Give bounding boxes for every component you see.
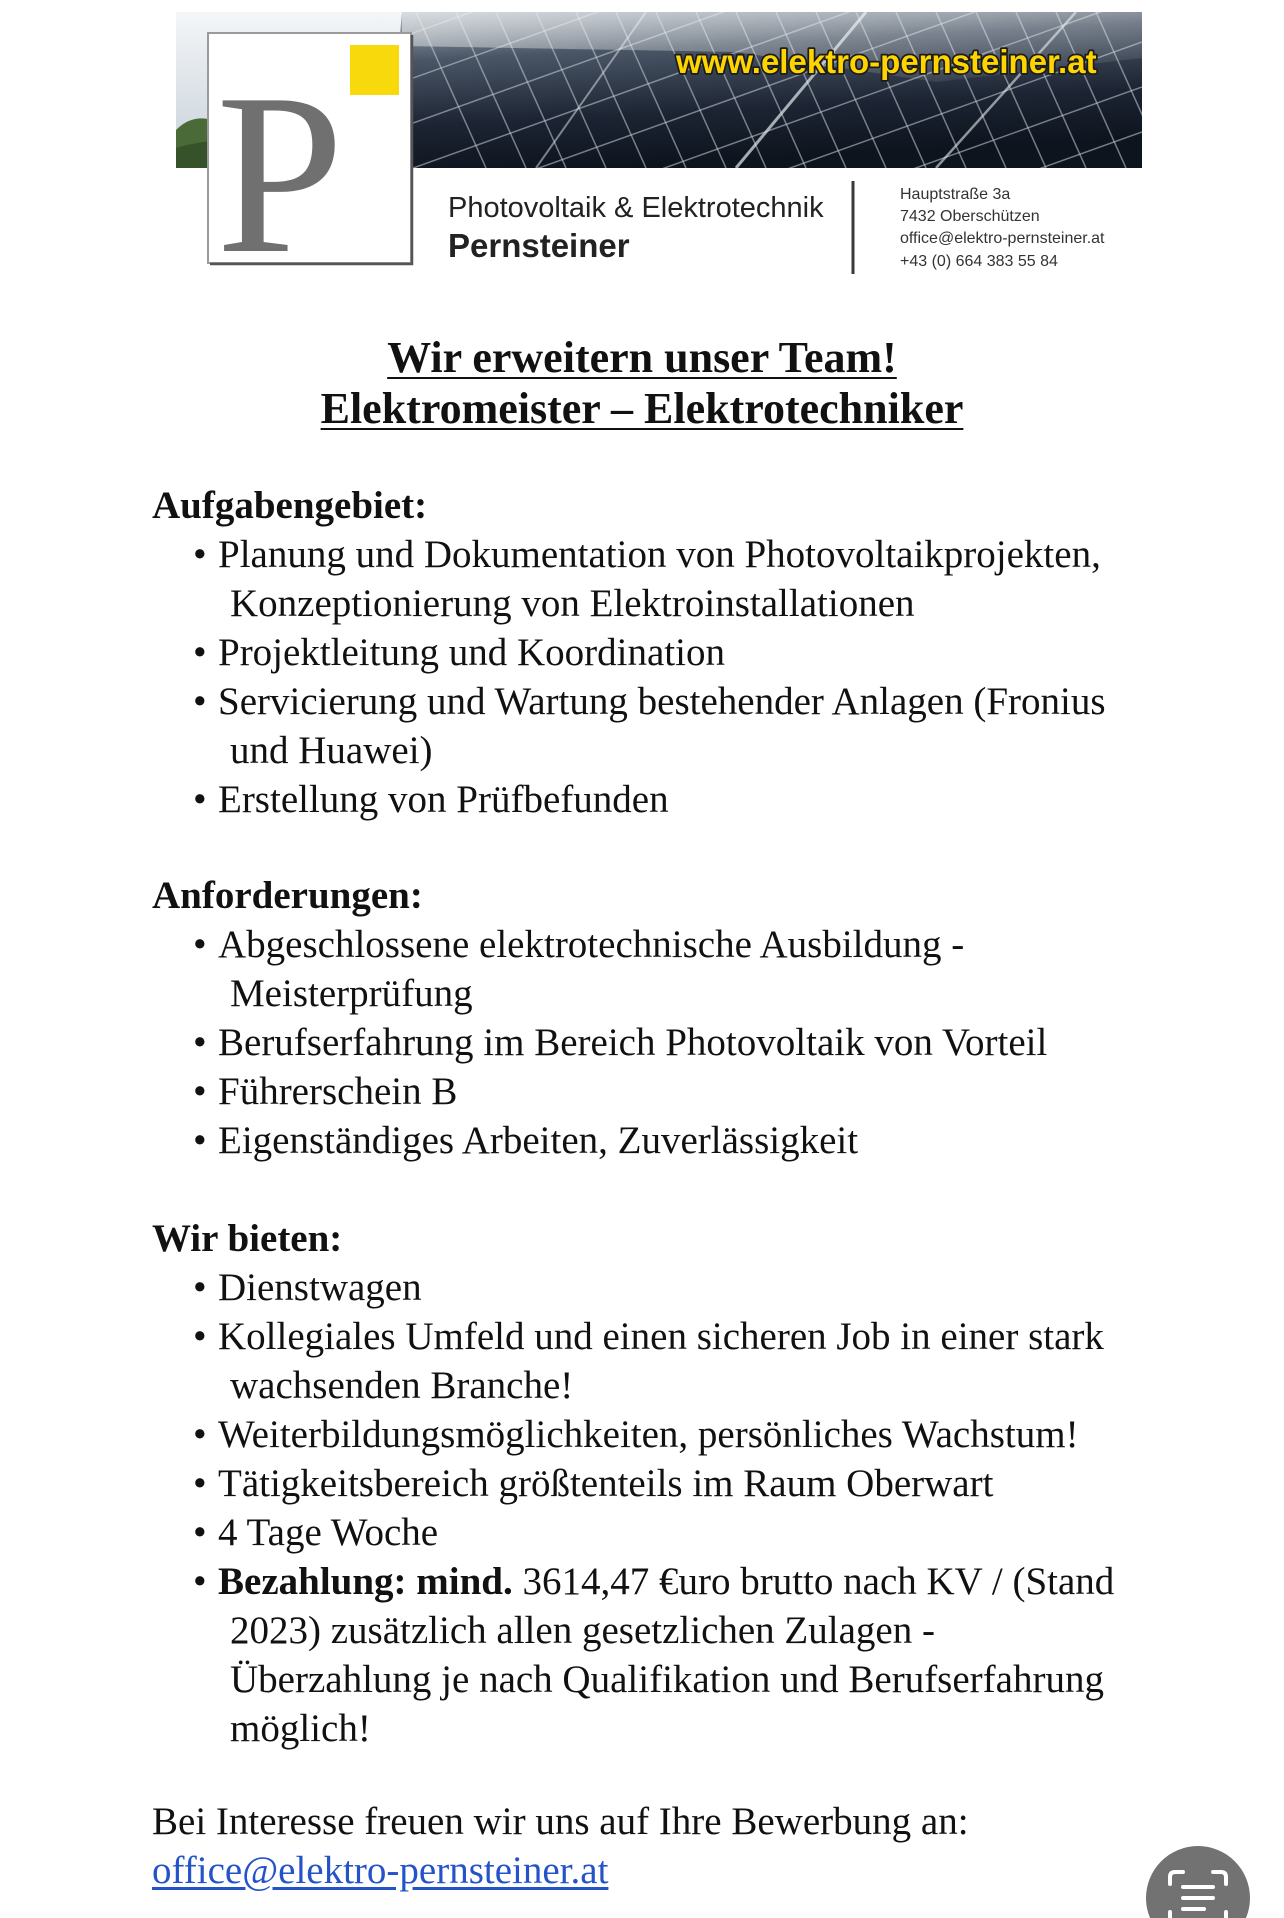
section-heading: Anforderungen:: [152, 874, 423, 917]
bullet-icon: •: [193, 631, 207, 674]
list-item-line: Abgeschlossene elektrotechnische Ausbildung -: [218, 923, 965, 966]
list-item-line: Meisterprüfung: [230, 972, 473, 1015]
list-item-line: möglich!: [230, 1707, 371, 1750]
list-item-line: und Huawei): [230, 729, 433, 772]
list-item-salary: [152, 1557, 1262, 1753]
list-item-line: Eigenständiges Arbeiten, Zuverlässigkeit: [218, 1119, 859, 1162]
list-item-line: Führerschein B: [218, 1070, 458, 1113]
company-name: Pernsteiner: [448, 227, 630, 264]
salary-amount: 3614,47 €uro brutto nach KV / (Stand: [512, 1560, 1115, 1603]
list-item-line: Überzahlung je nach Qualifikation und Berufserfahrung: [230, 1658, 1104, 1701]
list-item: [152, 1116, 1262, 1165]
logo-yellow-square: [350, 45, 399, 95]
list-item: [152, 1312, 1262, 1410]
list-item: [152, 1018, 1262, 1067]
bullet-icon: •: [193, 1266, 207, 1309]
list-item: [152, 628, 1262, 677]
address-email: office@elektro-pernsteiner.at: [900, 230, 1105, 247]
bullet-icon: •: [193, 1070, 207, 1113]
section-heading: Wir bieten:: [152, 1217, 343, 1260]
list-item-line: Dienstwagen: [218, 1266, 422, 1309]
section-heading: Aufgabengebiet:: [152, 484, 428, 527]
logo: [208, 33, 412, 284]
salary-label: Bezahlung: mind.: [218, 1560, 513, 1603]
logo-letter: P: [216, 46, 344, 284]
bullet-icon: •: [193, 1560, 207, 1603]
list-item-line: 4 Tage Woche: [218, 1511, 439, 1554]
list-item-line: Tätigkeitsbereich größtenteils im Raum Oberwart: [218, 1462, 994, 1505]
section-tasks: [152, 481, 1262, 824]
scan-document-icon: [1146, 1846, 1250, 1918]
list-item-line: Planung und Dokumentation von Photovoltaikprojekten,: [218, 533, 1101, 576]
list-item: [152, 530, 1262, 628]
list-item-line: Berufserfahrung im Bereich Photovoltaik von Vorteil: [218, 1021, 1048, 1064]
website-url: www.elektro-pernsteiner.at: [676, 43, 1097, 80]
company-banner: [176, 12, 1142, 284]
job-description: [152, 481, 1262, 1895]
title-line-2: Elektromeister – Elektrotechniker: [320, 384, 964, 433]
bullet-icon: •: [193, 1021, 207, 1064]
list-item-line: Konzeptionierung von Elektroinstallationen: [230, 582, 915, 625]
list-item: [152, 1263, 1262, 1312]
floating-button-area: [1146, 1846, 1250, 1918]
bullet-icon: •: [193, 778, 207, 821]
section-benefits: [152, 1214, 1262, 1753]
address-city: 7432 Oberschützen: [900, 208, 1040, 225]
company-tagline: Photovoltaik & Elektrotechnik: [448, 192, 824, 224]
bullet-icon: •: [193, 1511, 207, 1554]
section-requirements: [152, 871, 1262, 1165]
list-item-line: Projektleitung und Koordination: [218, 631, 725, 674]
address-street: Hauptstraße 3a: [900, 186, 1011, 203]
list-item-line: Weiterbildungsmöglichkeiten, persönliches Wachstum!: [218, 1413, 1079, 1456]
closing-text: Bei Interesse freuen wir uns auf Ihre Bewerbung an:: [152, 1800, 969, 1843]
list-item: [152, 920, 1262, 1018]
list-item: [152, 1459, 1262, 1508]
list-item-line: wachsenden Branche!: [230, 1364, 574, 1407]
list-item-line: Kollegiales Umfeld und einen sicheren Job in einer stark: [218, 1315, 1104, 1358]
list-item-line: [152, 1557, 1262, 1606]
address-phone: +43 (0) 664 383 55 84: [900, 253, 1058, 270]
bullet-icon: •: [193, 1119, 207, 1162]
bullet-icon: •: [193, 923, 207, 966]
scan-button[interactable]: [1146, 1846, 1250, 1918]
list-item: [152, 1410, 1262, 1459]
list-item: [152, 775, 1262, 824]
closing: [152, 1797, 1262, 1895]
list-item: [152, 1508, 1262, 1557]
list-item-line: 2023) zusätzlich allen gesetzlichen Zulagen -: [230, 1609, 935, 1652]
banner-graphic: [176, 12, 1142, 284]
bullet-icon: •: [193, 1315, 207, 1358]
list-item-line: Servicierung und Wartung bestehender Anlagen (Fronius: [218, 680, 1106, 723]
bullet-icon: •: [193, 533, 207, 576]
email-link[interactable]: office@elektro-pernsteiner.at: [152, 1849, 609, 1892]
bullet-icon: •: [193, 680, 207, 723]
list-item: [152, 1067, 1262, 1116]
page-title: [0, 332, 1284, 434]
address-block: [900, 186, 1105, 270]
title-line-1: Wir erweitern unser Team!: [387, 333, 897, 382]
list-item: [152, 677, 1262, 775]
list-item-line: Erstellung von Prüfbefunden: [218, 778, 669, 821]
bullet-icon: •: [193, 1462, 207, 1505]
bullet-icon: •: [193, 1413, 207, 1456]
